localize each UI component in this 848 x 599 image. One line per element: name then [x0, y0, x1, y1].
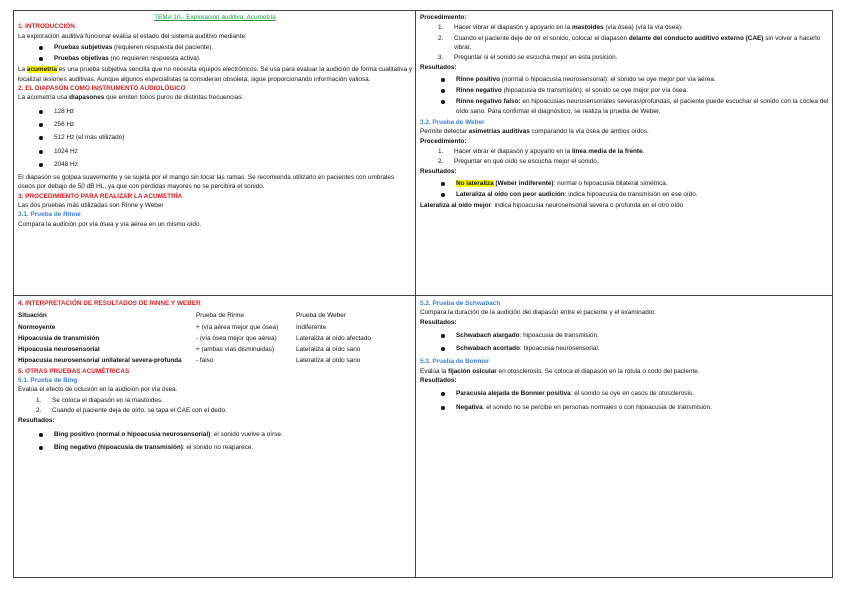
heading-schwabach: 5.2. Prueba de Schwabach: [420, 300, 501, 307]
interpretation-table: [18, 310, 371, 366]
result-item: Rinne negativo (hipoacusia de transmisión): el sonido se oye mejor por vía ósea.: [420, 86, 830, 95]
schwabach-text: Compara la duración de la audición del diapasón entre el paciente y el examinador.: [420, 309, 656, 317]
table-header-row: [18, 310, 371, 321]
result-item: No lateraliza (Weber indiferente): normal o hipoacusia bilateral simétrica.: [420, 179, 830, 188]
frequency-item: 512 Hz (el más utilizado): [18, 133, 412, 142]
step-item: 3. Preguntar si el sonido se escucha mejor en esta posición.: [438, 54, 618, 62]
heading-diapason: 2. EL DIAPASÓN COMO INSTRUMENTO AUDIOLÓGICO: [18, 85, 186, 93]
bonnier-text: Evalúa la fijación osicular en otosclerosis. Se coloca el diapasón en la rótula o codo del paciente.: [420, 367, 700, 375]
result-item: Schwabach alargado: hipoacusia de transmisión.: [420, 331, 830, 340]
step-item: 2. Cuando el paciente deje de oír el sonido, colocar el diapasón delante del conducto auditivo externo (CAE) sin volver a hacerlo vibrar.: [438, 34, 821, 51]
resultados-label: Resultados:: [420, 168, 457, 176]
document-sheet: [13, 10, 833, 578]
horizontal-divider: [14, 295, 832, 296]
step-item: 1. Se coloca el diapasón en la mastoides.: [36, 396, 163, 404]
table-row: Normoyente + (vía aérea mejor que ósea) Indiferente: [18, 323, 327, 331]
heading-rinne: 3.1. Prueba de Rinne: [18, 211, 81, 219]
frequency-item: 256 Hz: [18, 120, 412, 129]
resultados-label: Resultados:: [420, 318, 457, 326]
result-item: Schwabach acortado: hipoacusia neurosensorial.: [420, 344, 830, 353]
step-item: 1. Hacer vibrar el diapasón y apoyarlo en la línea media de la frente.: [438, 147, 645, 155]
quadrant-top-right: [420, 13, 830, 211]
step-item: 2. Cuando el paciente deja de oírlo, se tapa el CAE con el dedo.: [36, 406, 227, 414]
intro-text: La exploración auditiva funcional evalúa el estado del sistema auditivo mediante:: [18, 32, 247, 40]
resultados-label: Resultados:: [18, 417, 55, 425]
procedimiento-label: Procedimiento:: [420, 14, 467, 21]
heading-weber: 3.2. Prueba de Weber: [420, 118, 485, 126]
result-item: Bing positivo (normal o hipoacusia neurosensorial): el sonido vuelve a oírse.: [18, 430, 412, 439]
table-header: Situación: [18, 312, 47, 320]
list-item: Pruebas objetivas (no requieren respuesta activa).: [18, 54, 412, 63]
quadrant-bottom-left: [18, 299, 412, 456]
heading-bing: 5.1. Prueba de Bing: [18, 377, 78, 385]
weber-text: Permite detectar asimetrías auditivas comparando la vía ósea de ambos oídos.: [420, 128, 649, 136]
procedimiento-label: Procedimiento:: [420, 137, 467, 145]
diapason-text: El diapasón se golpea suavemente y se sujeta por el mango sin tocar las ramas. Se recomienda utilizarlo en pacientes con umbrales óseos por debajo de 50 dB HL, ya que con pérdidas mayores no se percibirá el sonido.: [18, 174, 395, 191]
procedimiento-text: Las dos pruebas más utilizadas son Rinne y Weber: [18, 202, 164, 210]
vertical-divider: [415, 11, 416, 577]
resultados-label: Resultados:: [420, 64, 457, 72]
table-row: Hipoacusia neurosensorial unilateral severa-profunda - falso Lateraliza al oído sano: [18, 357, 361, 365]
heading-interpretacion: 4. INTERPRETACIÓN DE RESULTADOS DE RINNE Y WEBER: [18, 300, 201, 307]
result-item: Lateraliza al oído con peor audición: indica hipoacusia de transmisión en ese oído.: [420, 190, 830, 199]
step-item: 1. Hacer vibrar el diapasón y apoyarlo en la mastoides (vía ósea) (vía la vía ósea).: [438, 24, 683, 32]
table-row: Hipoacusia de transmisión - (vía ósea mejor que aérea) Lateraliza al oído afectado: [18, 334, 371, 342]
quadrant-bottom-right: [420, 299, 830, 416]
table-header: Prueba de Weber: [296, 312, 346, 320]
table-header: Prueba de Rinne: [196, 312, 244, 320]
heading-bonnier: 5.3. Prueba de Bonnier: [420, 358, 490, 366]
resultados-label: Resultados:: [420, 377, 457, 385]
frequency-item: 1024 Hz: [18, 147, 412, 156]
diapason-intro: La acumetría usa diapasones que emiten tonos puros de distintas frecuencias:: [18, 94, 244, 102]
rinne-text: Compara la audición por vía ósea y vía aérea en un mismo oído.: [18, 220, 202, 228]
frequency-item: 128 Hz: [18, 107, 412, 116]
result-item: Paracusia alejada de Bonnier positiva: el sonido se oye en casos de otosclerosis.: [420, 389, 830, 398]
result-item: Rinne positivo (normal o hipoacusia neurosensorial): el sonido se oye mejor por vía aérea.: [420, 75, 830, 84]
list-item: Pruebas subjetivas (requieren respuesta del paciente).: [18, 43, 412, 52]
result-item: Negativa: el sonido no se percibe en personas normales o con hipoacusia de transmisión.: [420, 403, 830, 412]
table-row: Hipoacusia neurosensorial + (ambas vías disminuidas) Lateraliza al oído sano: [18, 346, 361, 354]
bing-text: Evalúa el efecto de oclusión en la audición por vía ósea.: [18, 386, 178, 394]
lateraliza-text: Lateraliza al oído mejor: indica hipoacusia neurosensorial severa o profunda en el otro oído: [420, 202, 684, 210]
heading-procedimiento: 3. PROCEDIMIENTO PARA REALIZAR LA ACUMETRÍA: [18, 192, 183, 200]
acumetria-paragraph: La acumetría es una prueba subjetiva sencilla que no necesita equipos electrónicos. Se usa para evaluar la audición de forma cualitativa y localizar lesiones auditivas. Aunque algunos especialistas la consideran obsoleta, sigue proporcionando información valiosa.: [18, 66, 412, 83]
result-item: Bing negativo (hipoacusia de transmisión): el sonido no reaparece.: [18, 443, 412, 452]
step-item: 2. Preguntar en qué oído se escucha mejor el sonido.: [438, 158, 599, 166]
document-title: TEMA 10.- Exploración auditiva. Acumetría: [154, 14, 276, 21]
heading-introduccion: 1. INTRODUCCIÓN: [18, 23, 75, 31]
quadrant-top-left: [18, 13, 412, 229]
frequency-item: 2048 Hz: [18, 160, 412, 169]
heading-otras-pruebas: 5. OTRAS PRUEBAS ACUMÉTRICAS: [18, 367, 130, 375]
result-item: Rinne negativo falso: en hipoacusias neurosensoriales severas/profundas, el paciente puede escuchar el sonido con la cóclea del oído sano. Para confirmar el diagnóstico, se realiza la prueba de Weber.: [420, 97, 830, 116]
